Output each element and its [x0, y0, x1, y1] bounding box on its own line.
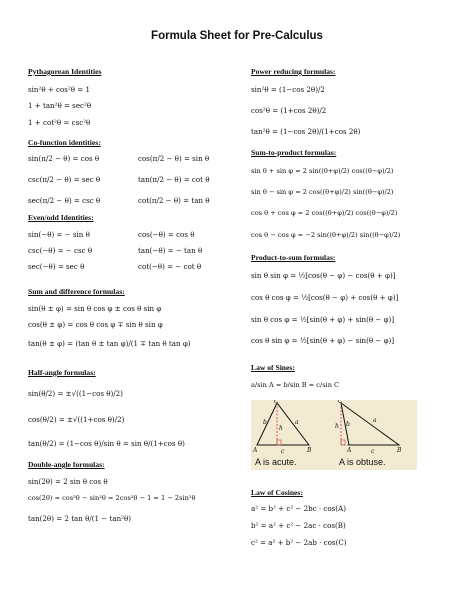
- side-a-label-right: a: [373, 417, 377, 424]
- heading-product-to-sum: Product-to-sum formulas:: [251, 253, 336, 262]
- formula-halfangle-1: sin(θ/2) = ±√((1−cos θ)/2): [28, 389, 123, 398]
- side-c-label-left: c: [281, 448, 285, 455]
- vertex-b-label-right: B: [397, 447, 402, 454]
- formula-cofunction-1a: sin(π/2 − θ) = cos θ: [28, 154, 100, 163]
- heading-sum-to-product: Sum-to-product formulas:: [251, 148, 337, 157]
- formula-law-of-sines: a/sin A = b/sin B = c/sin C: [251, 381, 340, 389]
- caption-obtuse: A is obtuse.: [339, 457, 386, 467]
- heading-law-of-cosines: Law of Cosines:: [251, 488, 303, 497]
- formula-law-of-cosines-2: b² = a² + c² − 2ac · cos(B): [251, 521, 346, 530]
- vertex-b-label-left: B: [307, 447, 312, 454]
- side-b-label-left: b: [263, 419, 267, 426]
- formula-law-of-cosines-1: a² = b² + c² − 2bc · cos(A): [251, 504, 346, 513]
- side-b-label-right: b: [346, 421, 350, 428]
- formula-pythagorean-2: 1 + tan²θ = sec²θ: [28, 101, 92, 110]
- formula-sumtoproduct-3: cos θ + cos φ = 2 cos((θ+φ)/2) cos((θ−φ)/2): [251, 209, 398, 217]
- heading-pythagorean: Pythagorean Identities: [28, 67, 102, 76]
- formula-cofunction-3a: sec(π/2 − θ) = csc θ: [28, 196, 101, 205]
- side-a-label-left: a: [295, 419, 299, 426]
- formula-producttosum-3: sin θ cos φ = ½[sin(θ + φ) + sin(θ − φ)]: [251, 315, 395, 324]
- page-title: Formula Sheet for Pre-Calculus: [151, 30, 323, 42]
- formula-doubleangle-3: tan(2θ) = 2 tan θ/(1 − tan²θ): [28, 514, 132, 523]
- formula-evenodd-1b: cos(−θ) = cos θ: [138, 230, 195, 239]
- formula-sumtoproduct-4: cos θ − cos φ = −2 sin((θ+φ)/2) sin((θ−φ)/2): [251, 231, 401, 239]
- side-c-label-right: c: [371, 448, 375, 455]
- heading-sum-difference: Sum and difference formulas:: [28, 287, 125, 296]
- caption-acute: A is acute.: [255, 457, 297, 467]
- vertex-c-label-left: C: [274, 400, 279, 405]
- formula-law-of-cosines-3: c² = a² + b² − 2ab · cos(C): [251, 538, 347, 547]
- vertex-a-label-right: A: [347, 447, 352, 454]
- formula-doubleangle-2: cos(2θ) = cos²θ − sin²θ = 2cos²θ − 1 = 1 − 2sin²θ: [28, 494, 196, 502]
- vertex-c-label-right: C: [338, 400, 343, 405]
- formula-evenodd-3a: sec(−θ) = sec θ: [28, 262, 85, 271]
- heading-double-angle: Double-angle formulas:: [28, 460, 105, 469]
- vertex-a-label-left: A: [253, 447, 258, 454]
- formula-evenodd-2a: csc(−θ) = − csc θ: [28, 246, 93, 255]
- formula-halfangle-2: cos(θ/2) = ±√((1+cos θ)/2): [28, 415, 125, 424]
- formula-doubleangle-1: sin(2θ) = 2 sin θ cos θ: [28, 477, 108, 486]
- formula-evenodd-1a: sin(−θ) = − sin θ: [28, 230, 90, 239]
- formula-powerreducing-3: tan²θ = (1−cos 2θ)/(1+cos 2θ): [251, 127, 361, 136]
- formula-evenodd-3b: cot(−θ) = − cot θ: [138, 262, 202, 271]
- formula-powerreducing-2: cos²θ = (1+cos 2θ)/2: [251, 106, 327, 115]
- height-label-right: h: [335, 423, 339, 430]
- formula-halfangle-3: tan(θ/2) = (1−cos θ)/sin θ = sin θ/(1+cos θ): [28, 439, 185, 448]
- formula-cofunction-1b: cos(π/2 − θ) = sin θ: [138, 154, 210, 163]
- formula-sumtoproduct-1: sin θ + sin φ = 2 sin((θ+φ)/2) cos((θ−φ)/2): [251, 167, 394, 175]
- formula-cofunction-2a: csc(π/2 − θ) = sec θ: [28, 175, 101, 184]
- formula-cofunction-2b: tan(π/2 − θ) = cot θ: [138, 175, 210, 184]
- formula-sumdiff-3: tan(θ ± φ) = (tan θ ± tan φ)/(1 ∓ tan θ tan φ): [28, 339, 191, 348]
- formula-producttosum-1: sin θ sin φ = ½[cos(θ − φ) − cos(θ + φ)]: [251, 271, 396, 280]
- heading-cofunction: Co-function identities:: [28, 138, 101, 147]
- formula-sumtoproduct-2: sin θ − sin φ = 2 cos((θ+φ)/2) sin((θ−φ)/2): [251, 188, 394, 196]
- heading-law-of-sines: Law of Sines:: [251, 363, 295, 372]
- heading-evenodd: Even/odd Identities:: [28, 213, 94, 222]
- formula-pythagorean-1: sin²θ + cos²θ = 1: [28, 85, 91, 94]
- heading-power-reducing: Power reducing formulas:: [251, 67, 336, 76]
- formula-producttosum-2: cos θ cos φ = ½[cos(θ − φ) + cos(θ + φ)]: [251, 293, 399, 302]
- height-label-left: h: [279, 425, 283, 432]
- formula-cofunction-3b: cot(π/2 − θ) = tan θ: [138, 196, 210, 205]
- triangle-figure: [251, 400, 417, 470]
- formula-producttosum-4: cos θ sin φ = ½[sin(θ + φ) − sin(θ − φ)]: [251, 336, 395, 345]
- formula-evenodd-2b: tan(−θ) = − tan θ: [138, 246, 203, 255]
- formula-sumdiff-1: sin(θ ± φ) = sin θ cos φ ± cos θ sin φ: [28, 304, 162, 313]
- formula-sumdiff-2: cos(θ ± φ) = cos θ cos φ ∓ sin θ sin φ: [28, 320, 163, 329]
- formula-powerreducing-1: sin²θ = (1−cos 2θ)/2: [251, 85, 325, 94]
- formula-pythagorean-3: 1 + cot²θ = csc²θ: [28, 118, 91, 127]
- heading-half-angle: Half-angle formulas:: [28, 368, 96, 377]
